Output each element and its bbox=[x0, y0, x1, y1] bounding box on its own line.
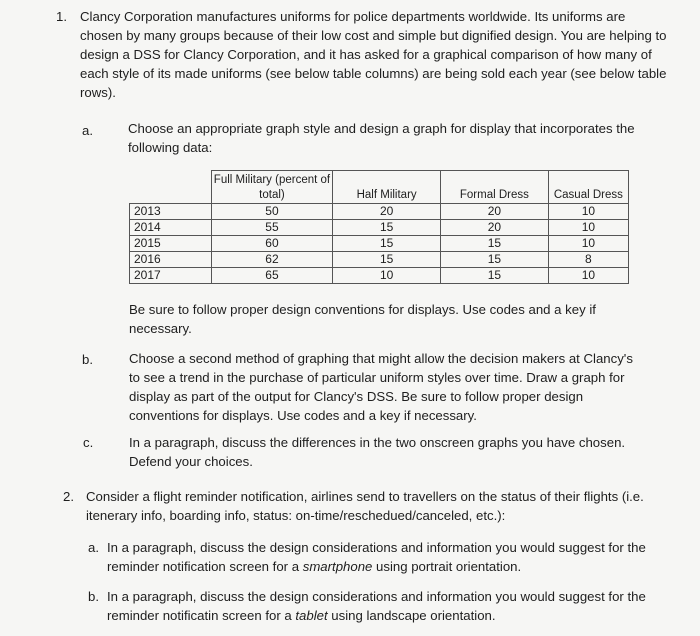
cell-casual-dress: 10 bbox=[548, 204, 628, 220]
cell-full-military: 60 bbox=[211, 236, 333, 252]
table-corner-cell bbox=[130, 171, 212, 204]
header-formal-dress: Formal Dress bbox=[441, 171, 549, 204]
cell-half-military: 15 bbox=[333, 220, 441, 236]
question-1-number: 1. bbox=[56, 9, 67, 24]
table-header-row bbox=[130, 171, 629, 204]
question-1a-note: Be sure to follow proper design conventions for displays. Use codes and a key if necessary. bbox=[129, 302, 596, 336]
question-2a-emphasis: smartphone bbox=[302, 559, 373, 574]
question-2-number: 2. bbox=[63, 489, 74, 504]
cell-casual-dress: 8 bbox=[548, 252, 628, 268]
table-row bbox=[130, 236, 629, 252]
question-1a-label: a. bbox=[82, 123, 93, 138]
header-half-military: Half Military bbox=[333, 171, 441, 204]
question-2b-text bbox=[107, 587, 667, 625]
table-row bbox=[130, 268, 629, 284]
cell-half-military: 15 bbox=[333, 252, 441, 268]
question-2b-emphasis: tablet bbox=[295, 608, 328, 623]
cell-full-military: 50 bbox=[211, 204, 333, 220]
row-year: 2013 bbox=[130, 204, 212, 220]
question-1c-text: In a paragraph, discuss the differences in the two onscreen graphs you have chosen. Defend your choices. bbox=[129, 435, 626, 469]
uniform-sales-table bbox=[129, 170, 629, 284]
question-1a-text: Choose an appropriate graph style and design a graph for display that incorporates the following data: bbox=[128, 121, 635, 155]
question-2b-text-after: using landscape orientation. bbox=[327, 608, 496, 623]
cell-formal-dress: 20 bbox=[441, 204, 549, 220]
table-row bbox=[130, 220, 629, 236]
cell-full-military: 62 bbox=[211, 252, 333, 268]
row-year: 2016 bbox=[130, 252, 212, 268]
cell-formal-dress: 15 bbox=[441, 252, 549, 268]
cell-full-military: 55 bbox=[211, 220, 333, 236]
cell-half-military: 20 bbox=[333, 204, 441, 220]
cell-formal-dress: 15 bbox=[441, 236, 549, 252]
cell-casual-dress: 10 bbox=[548, 220, 628, 236]
question-2b-label: b. bbox=[88, 589, 99, 604]
table-row bbox=[130, 204, 629, 220]
question-1b-text: Choose a second method of graphing that might allow the decision makers at Clancy's to see a trend in the purchase of particular uniform styles over time. Draw a graph for display as part of the output for Clancy's DSS. Be sure to follow proper design conventions for displays. Use codes and a key if necessary. bbox=[129, 351, 633, 423]
question-2a-text bbox=[107, 538, 667, 576]
cell-casual-dress: 10 bbox=[548, 268, 628, 284]
question-2-text: Consider a flight reminder notification, airlines send to travellers on the status of their flights (i.e. itenerary info, boarding info, status: on-time/reschedued/canceled, etc.): bbox=[86, 489, 644, 523]
row-year: 2015 bbox=[130, 236, 212, 252]
row-year: 2017 bbox=[130, 268, 212, 284]
cell-full-military: 65 bbox=[211, 268, 333, 284]
question-1-text: Clancy Corporation manufactures uniforms for police departments worldwide. Its uniforms are chosen by many groups because of their low cost and simple but dignified design. You are helping to design a DSS for Clancy Corporation, and it has asked for a graphical comparison of how many of each style of its made uniforms (see below table columns) are being sold each year (see below table rows). bbox=[80, 9, 667, 100]
cell-formal-dress: 20 bbox=[441, 220, 549, 236]
table-row bbox=[130, 252, 629, 268]
question-2a-text-before: In a paragraph, discuss the design considerations and information you would suggest for the reminder notification screen for a bbox=[107, 540, 646, 574]
header-casual-dress: Casual Dress bbox=[548, 171, 628, 204]
cell-casual-dress: 10 bbox=[548, 236, 628, 252]
cell-half-military: 10 bbox=[333, 268, 441, 284]
header-full-military: Full Military (percent of total) bbox=[211, 171, 333, 204]
row-year: 2014 bbox=[130, 220, 212, 236]
cell-half-military: 15 bbox=[333, 236, 441, 252]
cell-formal-dress: 15 bbox=[441, 268, 549, 284]
question-2b-text-before: In a paragraph, discuss the design considerations and information you would suggest for the reminder notificatin screen for a bbox=[107, 589, 646, 623]
question-1b-label: b. bbox=[82, 352, 93, 367]
question-2a-text-after: using portrait orientation. bbox=[372, 559, 522, 574]
question-2a-label: a. bbox=[88, 540, 99, 555]
question-1c-label: c. bbox=[83, 435, 94, 450]
